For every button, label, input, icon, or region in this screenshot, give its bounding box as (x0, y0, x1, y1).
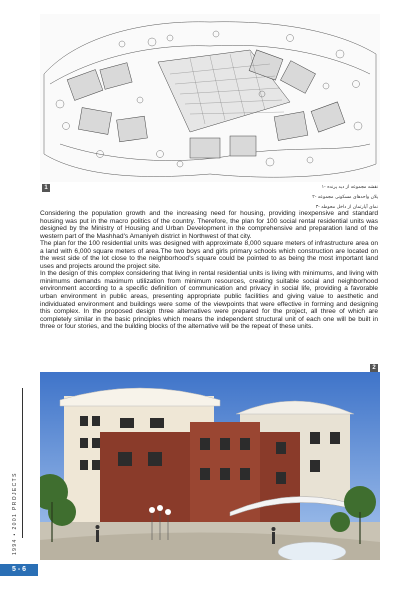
page-number-badge: 5 - 6 (0, 564, 38, 576)
sidebar-vertical-text: 1994 • 2001 PROJECTS (12, 472, 18, 555)
paragraph-2: The plan for the 100 residential units was designed with approximate 8,000 square meters of infrastructure area on a land with 6,000 square meters of area.The two boys and girls primary schools which construction are located on the west side of the lot close to the neighborhood's square could be pointed to as being the most important land uses and projects around the project site. (40, 240, 378, 270)
figure-captions (220, 183, 378, 213)
render-figure-number: 2 (370, 364, 378, 372)
paragraph-1: Considering the population growth and the increasing need for housing, providing inexpensive and standard housing was put in the macro politics of the country. Therefore, the plan for 100 social rental residential units was designed by the Ministry of Housing and Urban Development in the comprehensive and preparation land of the western part of the Mashhad's Amaniyeh district in Northwest of that city. (40, 210, 378, 240)
caption-3: ۳- نمای آپارتمان از داخل محوطه (315, 205, 378, 210)
plan-figure-number: 1 (42, 184, 50, 192)
building-rendering (40, 372, 380, 560)
caption-1: ۱- نقشه مجموعه از دید پرنده (321, 185, 378, 190)
caption-2: ۲- پلان واحدهای مسکونی مجموعه (312, 195, 378, 200)
sidebar-rule (22, 388, 23, 538)
paragraph-3: In the design of this complex considering that living in rental residential units is living with minimums, and living with minimums demands maximum utilization from minimum resources, creating suitable social and neighborhood environment according to a specific definition of communication and privacy in social life, providing a favorable urban environment in public areas, presenting appropriate public facilities and giving value to aesthetic and individuated environment and buildings were some of the viewpoints that were effective in forming and designing this complex. In the proposed design three alternatives were prepared for the project, all three of which are completely similar in the basic principles which means the independent structural unit of each one will be built in three or four stories, and the building blocks of the alternative will be the repeat of these units. (40, 270, 378, 331)
article-body (40, 210, 378, 331)
site-plan-drawing (40, 14, 380, 182)
